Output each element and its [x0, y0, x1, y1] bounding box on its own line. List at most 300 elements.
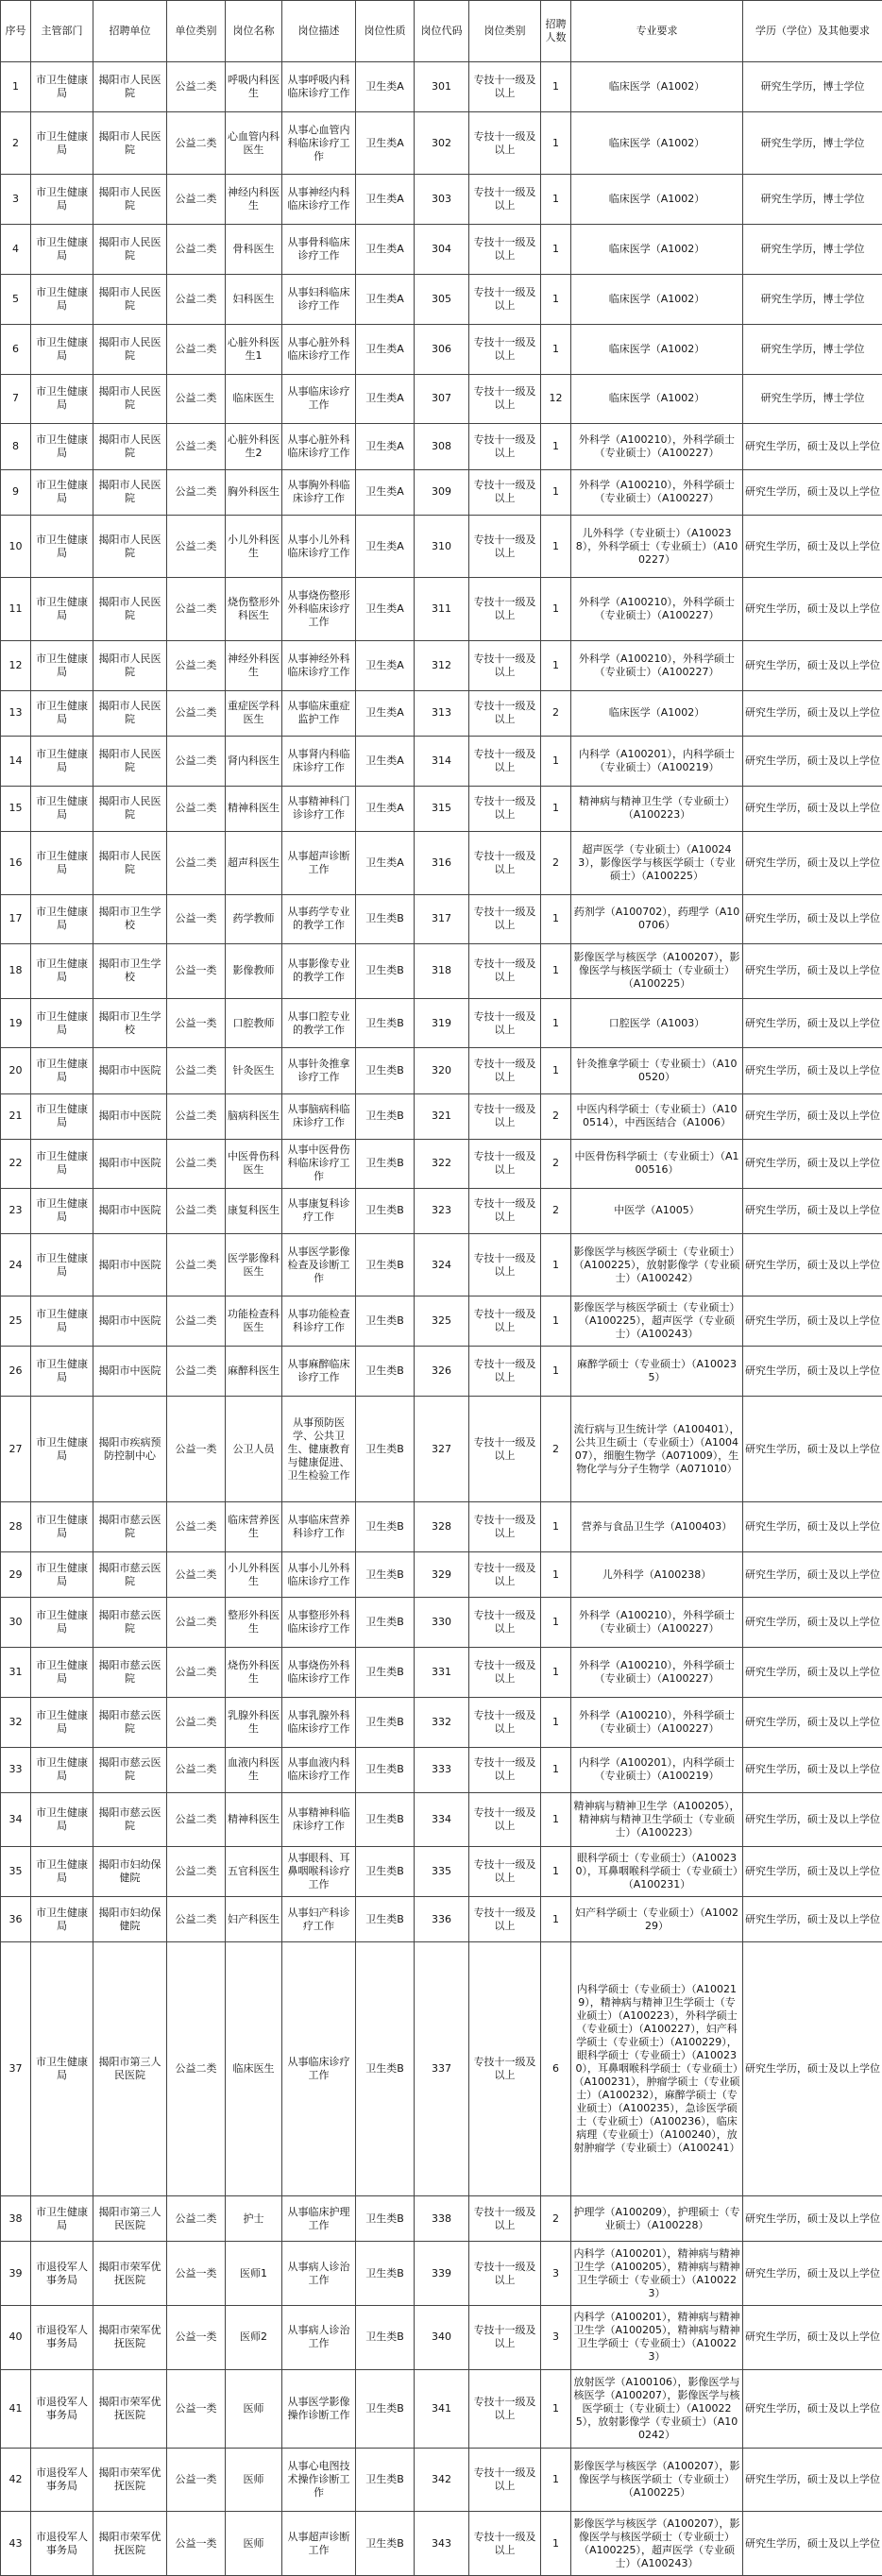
cell-no: 40	[1, 2305, 31, 2369]
cell-unit: 揭阳市人民医院	[93, 515, 167, 578]
cell-unit: 揭阳市人民医院	[93, 690, 167, 736]
cell-code: 315	[415, 786, 469, 831]
cell-unit: 揭阳市荣军优抚医院	[93, 2242, 167, 2306]
cell-no: 35	[1, 1847, 31, 1897]
cell-unit-type: 公益二类	[167, 1347, 226, 1397]
cell-post: 医师	[226, 2512, 282, 2576]
cell-no: 18	[1, 944, 31, 998]
cell-major: 影像医学与核医学（A100207），影像医学与核医学硕士（专业硕士）（A100225）	[571, 2449, 743, 2512]
cell-unit-type: 公益二类	[167, 175, 226, 225]
cell-category: 专技十一级及以上	[469, 1897, 541, 1942]
cell-edu: 研究生学历，博士学位	[743, 111, 882, 175]
cell-unit-type: 公益二类	[167, 1747, 226, 1792]
cell-code: 319	[415, 998, 469, 1048]
table-row	[1, 640, 882, 690]
cell-dept: 市卫生健康局	[31, 324, 93, 374]
cell-nature: 卫生类B	[356, 1847, 415, 1897]
cell-unit-type: 公益二类	[167, 1048, 226, 1093]
cell-category: 专技十一级及以上	[469, 786, 541, 831]
table-row	[1, 2369, 882, 2449]
cell-nature: 卫生类A	[356, 578, 415, 641]
cell-desc: 从事超声诊断工作	[282, 2512, 356, 2576]
table-row	[1, 1048, 882, 1093]
cell-desc: 从事小儿外科临床诊疗工作	[282, 1552, 356, 1598]
cell-desc: 从事医学影像操作诊断工作	[282, 2369, 356, 2449]
cell-no: 7	[1, 374, 31, 424]
cell-dept: 市卫生健康局	[31, 831, 93, 894]
cell-code: 314	[415, 736, 469, 786]
table-row	[1, 831, 882, 894]
cell-post: 医师1	[226, 2242, 282, 2306]
cell-edu: 研究生学历，硕士及以上学位	[743, 1598, 882, 1648]
cell-edu: 研究生学历，硕士及以上学位	[743, 1897, 882, 1942]
table-row	[1, 515, 882, 578]
cell-major: 内科学（A100201），精神病与精神卫生学（A100205），精神病与精神卫生学硕士（专业硕士）（A100223）	[571, 2242, 743, 2306]
cell-count: 1	[541, 225, 571, 275]
cell-post: 妇科医生	[226, 274, 282, 324]
cell-category: 专技十一级及以上	[469, 2195, 541, 2241]
cell-nature: 卫生类A	[356, 374, 415, 424]
cell-desc: 从事小儿外科临床诊疗工作	[282, 515, 356, 578]
cell-count: 2	[541, 1396, 571, 1501]
cell-code: 310	[415, 515, 469, 578]
cell-post: 妇产科医生	[226, 1897, 282, 1942]
cell-desc: 从事烧伤整形外科临床诊疗工作	[282, 578, 356, 641]
table-row	[1, 944, 882, 998]
cell-nature: 卫生类B	[356, 1296, 415, 1347]
cell-post: 乳腺外科医生	[226, 1697, 282, 1747]
cell-edu: 研究生学历，硕士及以上学位	[743, 2369, 882, 2449]
cell-desc: 从事临床护理工作	[282, 2195, 356, 2241]
cell-code: 309	[415, 469, 469, 515]
cell-category: 专技十一级及以上	[469, 515, 541, 578]
cell-category: 专技十一级及以上	[469, 1139, 541, 1188]
cell-category: 专技十一级及以上	[469, 469, 541, 515]
cell-major: 针灸推拿学硕士（专业硕士）（A100520）	[571, 1048, 743, 1093]
cell-edu: 研究生学历，硕士及以上学位	[743, 1847, 882, 1897]
cell-desc: 从事肾内科临床诊疗工作	[282, 736, 356, 786]
cell-desc: 从事药学专业的教学工作	[282, 894, 356, 944]
cell-category: 专技十一级及以上	[469, 1648, 541, 1698]
cell-unit: 揭阳市荣军优抚医院	[93, 2512, 167, 2576]
cell-major: 麻醉学硕士（专业硕士）（A100235）	[571, 1347, 743, 1397]
cell-unit: 揭阳市人民医院	[93, 786, 167, 831]
cell-edu: 研究生学历，博士学位	[743, 225, 882, 275]
cell-code: 338	[415, 2195, 469, 2241]
cell-nature: 卫生类A	[356, 175, 415, 225]
cell-major: 临床医学（A1002）	[571, 690, 743, 736]
cell-category: 专技十一级及以上	[469, 690, 541, 736]
cell-dept: 市卫生健康局	[31, 1552, 93, 1598]
cell-desc: 从事心脏外科临床诊疗工作	[282, 424, 356, 469]
table-row	[1, 1648, 882, 1698]
cell-post: 公卫人员	[226, 1396, 282, 1501]
cell-desc: 从事精神科临床诊疗工作	[282, 1792, 356, 1846]
cell-major: 临床医学（A1002）	[571, 111, 743, 175]
cell-post: 医师	[226, 2369, 282, 2449]
cell-code: 324	[415, 1233, 469, 1296]
cell-desc: 从事眼科、耳鼻咽喉科诊疗工作	[282, 1847, 356, 1897]
cell-no: 41	[1, 2369, 31, 2449]
cell-category: 专技十一级及以上	[469, 424, 541, 469]
table-row	[1, 2195, 882, 2241]
cell-post: 中医骨伤科医生	[226, 1139, 282, 1188]
cell-major: 临床医学（A1002）	[571, 324, 743, 374]
cell-major: 外科学（A100210），外科学硕士（专业硕士）（A100227）	[571, 578, 743, 641]
cell-post: 超声科医生	[226, 831, 282, 894]
cell-count: 12	[541, 374, 571, 424]
cell-category: 专技十一级及以上	[469, 225, 541, 275]
cell-dept: 市卫生健康局	[31, 1139, 93, 1188]
cell-major: 营养与食品卫生学（A100403）	[571, 1502, 743, 1552]
cell-nature: 卫生类B	[356, 1396, 415, 1501]
cell-desc: 从事心血管内科临床诊疗工作	[282, 111, 356, 175]
cell-major: 儿外科学（A100238）	[571, 1552, 743, 1598]
cell-desc: 从事临床重症监护工作	[282, 690, 356, 736]
cell-code: 335	[415, 1847, 469, 1897]
cell-count: 1	[541, 2369, 571, 2449]
cell-count: 1	[541, 1897, 571, 1942]
cell-major: 外科学（A100210），外科学硕士（专业硕士）（A100227）	[571, 1598, 743, 1648]
cell-category: 专技十一级及以上	[469, 274, 541, 324]
cell-dept: 市卫生健康局	[31, 998, 93, 1048]
cell-unit: 揭阳市卫生学校	[93, 998, 167, 1048]
cell-category: 专技十一级及以上	[469, 1347, 541, 1397]
cell-post: 心血管内科医生	[226, 111, 282, 175]
cell-category: 专技十一级及以上	[469, 1296, 541, 1347]
cell-unit: 揭阳市人民医院	[93, 640, 167, 690]
cell-no: 8	[1, 424, 31, 469]
cell-no: 4	[1, 225, 31, 275]
cell-nature: 卫生类B	[356, 2449, 415, 2512]
cell-post: 针灸医生	[226, 1048, 282, 1093]
cell-major: 精神病与精神卫生学（A100205），精神病与精神卫生学硕士（专业硕士）（A100223）	[571, 1792, 743, 1846]
cell-unit: 揭阳市人民医院	[93, 111, 167, 175]
cell-desc: 从事妇科临床诊疗工作	[282, 274, 356, 324]
cell-code: 341	[415, 2369, 469, 2449]
header-row	[1, 1, 882, 62]
col-header-major: 专业要求	[571, 1, 743, 62]
cell-post: 呼吸内科医生	[226, 62, 282, 112]
cell-nature: 卫生类B	[356, 1048, 415, 1093]
cell-desc: 从事心脏外科临床诊疗工作	[282, 324, 356, 374]
cell-no: 38	[1, 2195, 31, 2241]
cell-no: 30	[1, 1598, 31, 1648]
cell-major: 影像医学与核医学硕士（专业硕士）（A100225），超声医学（专业硕士）（A100243）	[571, 1296, 743, 1347]
cell-post: 医学影像科医生	[226, 1233, 282, 1296]
table-row	[1, 274, 882, 324]
cell-edu: 研究生学历，硕士及以上学位	[743, 1396, 882, 1501]
table-row	[1, 2449, 882, 2512]
cell-unit: 揭阳市荣军优抚医院	[93, 2305, 167, 2369]
cell-unit-type: 公益二类	[167, 1552, 226, 1598]
cell-edu: 研究生学历，硕士及以上学位	[743, 1296, 882, 1347]
cell-unit-type: 公益一类	[167, 2242, 226, 2306]
cell-count: 1	[541, 786, 571, 831]
cell-nature: 卫生类B	[356, 2369, 415, 2449]
cell-nature: 卫生类B	[356, 1648, 415, 1698]
cell-edu: 研究生学历，硕士及以上学位	[743, 2449, 882, 2512]
cell-edu: 研究生学历，硕士及以上学位	[743, 1502, 882, 1552]
cell-nature: 卫生类B	[356, 1139, 415, 1188]
col-header-category: 岗位类别	[469, 1, 541, 62]
cell-unit-type: 公益二类	[167, 324, 226, 374]
col-header-code: 岗位代码	[415, 1, 469, 62]
cell-edu: 研究生学历，硕士及以上学位	[743, 2512, 882, 2576]
table-row	[1, 424, 882, 469]
table-row	[1, 1502, 882, 1552]
cell-dept: 市卫生健康局	[31, 225, 93, 275]
cell-category: 专技十一级及以上	[469, 1598, 541, 1648]
cell-category: 专技十一级及以上	[469, 2512, 541, 2576]
cell-code: 304	[415, 225, 469, 275]
cell-major: 临床医学（A1002）	[571, 175, 743, 225]
cell-count: 1	[541, 640, 571, 690]
cell-no: 34	[1, 1792, 31, 1846]
cell-no: 13	[1, 690, 31, 736]
table-row	[1, 1188, 882, 1233]
cell-post: 小儿外科医生	[226, 1552, 282, 1598]
cell-unit-type: 公益二类	[167, 225, 226, 275]
cell-post: 口腔教师	[226, 998, 282, 1048]
cell-edu: 研究生学历，硕士及以上学位	[743, 2195, 882, 2241]
cell-count: 2	[541, 2195, 571, 2241]
cell-unit-type: 公益二类	[167, 424, 226, 469]
cell-category: 专技十一级及以上	[469, 998, 541, 1048]
cell-dept: 市卫生健康局	[31, 1847, 93, 1897]
cell-major: 护理学（A100209），护理硕士（专业硕士）（A100228）	[571, 2195, 743, 2241]
cell-count: 6	[541, 1942, 571, 2196]
table-row	[1, 998, 882, 1048]
cell-nature: 卫生类A	[356, 690, 415, 736]
cell-category: 专技十一级及以上	[469, 2369, 541, 2449]
cell-edu: 研究生学历，硕士及以上学位	[743, 736, 882, 786]
cell-code: 331	[415, 1648, 469, 1698]
cell-code: 305	[415, 274, 469, 324]
cell-unit-type: 公益一类	[167, 894, 226, 944]
cell-category: 专技十一级及以上	[469, 1792, 541, 1846]
cell-nature: 卫生类A	[356, 736, 415, 786]
cell-count: 2	[541, 690, 571, 736]
cell-category: 专技十一级及以上	[469, 1942, 541, 2196]
cell-unit-type: 公益二类	[167, 1139, 226, 1188]
cell-post: 重症医学科医生	[226, 690, 282, 736]
cell-post: 医师	[226, 2449, 282, 2512]
cell-major: 临床医学（A1002）	[571, 374, 743, 424]
cell-count: 1	[541, 62, 571, 112]
cell-unit-type: 公益一类	[167, 2512, 226, 2576]
table-row	[1, 894, 882, 944]
table-row	[1, 111, 882, 175]
cell-edu: 研究生学历，硕士及以上学位	[743, 2305, 882, 2369]
cell-nature: 卫生类B	[356, 2242, 415, 2306]
cell-unit-type: 公益二类	[167, 374, 226, 424]
cell-count: 1	[541, 1502, 571, 1552]
cell-desc: 从事影像专业的教学工作	[282, 944, 356, 998]
cell-category: 专技十一级及以上	[469, 736, 541, 786]
table-row	[1, 1233, 882, 1296]
cell-dept: 市卫生健康局	[31, 1188, 93, 1233]
cell-desc: 从事麻醉临床诊疗工作	[282, 1347, 356, 1397]
col-header-no: 序号	[1, 1, 31, 62]
cell-dept: 市卫生健康局	[31, 1093, 93, 1139]
cell-category: 专技十一级及以上	[469, 1552, 541, 1598]
cell-dept: 市卫生健康局	[31, 1502, 93, 1552]
cell-unit-type: 公益二类	[167, 786, 226, 831]
cell-edu: 研究生学历，硕士及以上学位	[743, 469, 882, 515]
cell-category: 专技十一级及以上	[469, 2449, 541, 2512]
table-row	[1, 1942, 882, 2196]
cell-unit: 揭阳市第三人民医院	[93, 1942, 167, 2196]
cell-unit-type: 公益二类	[167, 111, 226, 175]
cell-category: 专技十一级及以上	[469, 894, 541, 944]
cell-unit: 揭阳市人民医院	[93, 424, 167, 469]
col-header-unit: 招聘单位	[93, 1, 167, 62]
cell-category: 专技十一级及以上	[469, 1396, 541, 1501]
cell-desc: 从事妇产科诊疗工作	[282, 1897, 356, 1942]
cell-desc: 从事血液内科临床诊疗工作	[282, 1747, 356, 1792]
cell-code: 312	[415, 640, 469, 690]
cell-code: 322	[415, 1139, 469, 1188]
cell-no: 2	[1, 111, 31, 175]
cell-post: 功能检查科医生	[226, 1296, 282, 1347]
cell-nature: 卫生类A	[356, 225, 415, 275]
table-row	[1, 62, 882, 112]
cell-count: 2	[541, 1093, 571, 1139]
cell-unit-type: 公益二类	[167, 1296, 226, 1347]
cell-nature: 卫生类A	[356, 424, 415, 469]
cell-count: 1	[541, 111, 571, 175]
cell-unit-type: 公益二类	[167, 2195, 226, 2241]
cell-unit-type: 公益一类	[167, 998, 226, 1048]
cell-unit: 揭阳市疾病预防控制中心	[93, 1396, 167, 1501]
cell-count: 1	[541, 944, 571, 998]
cell-code: 330	[415, 1598, 469, 1648]
table-row	[1, 578, 882, 641]
table-row	[1, 175, 882, 225]
cell-dept: 市卫生健康局	[31, 736, 93, 786]
cell-unit-type: 公益二类	[167, 515, 226, 578]
cell-edu: 研究生学历，博士学位	[743, 62, 882, 112]
cell-nature: 卫生类B	[356, 998, 415, 1048]
cell-post: 骨科医生	[226, 225, 282, 275]
table-row	[1, 324, 882, 374]
table-row	[1, 1897, 882, 1942]
cell-post: 胸外科医生	[226, 469, 282, 515]
cell-no: 27	[1, 1396, 31, 1501]
cell-no: 15	[1, 786, 31, 831]
col-header-dept: 主管部门	[31, 1, 93, 62]
cell-dept: 市卫生健康局	[31, 515, 93, 578]
cell-major: 内科学硕士（专业硕士）（A100219），精神病与精神卫生学硕士（专业硕士）（A100223），外科学硕士（专业硕士）（A100227），妇产科学硕士（专业硕士）（A100229），眼科学硕士（专业硕士）（A100230），耳鼻咽喉科学硕士（专业硕士）（A100231），肿瘤学硕士（专业硕士）（A100232），麻醉学硕士（专业硕士）（A100235），急诊医学硕士（专业硕士）（A100236），临床病理（专业硕士）（A100240），放射肿瘤学（专业硕士）（A100241）	[571, 1942, 743, 2196]
cell-code: 336	[415, 1897, 469, 1942]
cell-unit: 揭阳市人民医院	[93, 469, 167, 515]
cell-nature: 卫生类A	[356, 324, 415, 374]
cell-count: 1	[541, 424, 571, 469]
cell-post: 麻醉科医生	[226, 1347, 282, 1397]
cell-category: 专技十一级及以上	[469, 2242, 541, 2306]
cell-major: 内科学（A100201），精神病与精神卫生学（A100205），精神病与精神卫生学硕士（专业硕士）（A100223）	[571, 2305, 743, 2369]
table-row	[1, 1552, 882, 1598]
cell-no: 3	[1, 175, 31, 225]
cell-post: 肾内科医生	[226, 736, 282, 786]
col-header-desc: 岗位描述	[282, 1, 356, 62]
cell-post: 整形外科医生	[226, 1598, 282, 1648]
cell-unit: 揭阳市卫生学校	[93, 944, 167, 998]
cell-count: 1	[541, 736, 571, 786]
cell-code: 327	[415, 1396, 469, 1501]
cell-major: 超声医学（专业硕士）（A100243），影像医学与核医学硕士（专业硕士）（A100225）	[571, 831, 743, 894]
table-row	[1, 374, 882, 424]
cell-no: 24	[1, 1233, 31, 1296]
cell-no: 39	[1, 2242, 31, 2306]
cell-no: 36	[1, 1897, 31, 1942]
cell-unit: 揭阳市中医院	[93, 1188, 167, 1233]
cell-edu: 研究生学历，硕士及以上学位	[743, 1093, 882, 1139]
cell-code: 334	[415, 1792, 469, 1846]
cell-category: 专技十一级及以上	[469, 831, 541, 894]
cell-category: 专技十一级及以上	[469, 1093, 541, 1139]
cell-desc: 从事精神科门诊诊疗工作	[282, 786, 356, 831]
cell-nature: 卫生类B	[356, 1747, 415, 1792]
cell-dept: 市卫生健康局	[31, 1897, 93, 1942]
cell-dept: 市卫生健康局	[31, 374, 93, 424]
cell-major: 放射医学（A100106），影像医学与核医学（A100207），影像医学与核医学硕士（专业硕士）（A100225），放射影像学（专业硕士）（A100242）	[571, 2369, 743, 2449]
cell-major: 中医内科学硕士（专业硕士）（A100514），中西医结合（A1006）	[571, 1093, 743, 1139]
cell-unit: 揭阳市中医院	[93, 1139, 167, 1188]
cell-code: 316	[415, 831, 469, 894]
cell-unit: 揭阳市人民医院	[93, 274, 167, 324]
cell-post: 临床医生	[226, 1942, 282, 2196]
cell-dept: 市卫生健康局	[31, 175, 93, 225]
cell-dept: 市退役军人事务局	[31, 2242, 93, 2306]
cell-post: 烧伤外科医生	[226, 1648, 282, 1698]
cell-nature: 卫生类A	[356, 786, 415, 831]
cell-dept: 市卫生健康局	[31, 2195, 93, 2241]
cell-code: 339	[415, 2242, 469, 2306]
cell-edu: 研究生学历，硕士及以上学位	[743, 1233, 882, 1296]
cell-unit: 揭阳市人民医院	[93, 175, 167, 225]
cell-dept: 市卫生健康局	[31, 424, 93, 469]
cell-unit: 揭阳市荣军优抚医院	[93, 2449, 167, 2512]
cell-dept: 市卫生健康局	[31, 1942, 93, 2196]
cell-no: 25	[1, 1296, 31, 1347]
cell-dept: 市卫生健康局	[31, 1233, 93, 1296]
cell-unit-type: 公益一类	[167, 1396, 226, 1501]
cell-unit-type: 公益二类	[167, 831, 226, 894]
cell-unit-type: 公益二类	[167, 1847, 226, 1897]
cell-nature: 卫生类B	[356, 1897, 415, 1942]
cell-no: 26	[1, 1347, 31, 1397]
cell-category: 专技十一级及以上	[469, 1502, 541, 1552]
cell-dept: 市卫生健康局	[31, 894, 93, 944]
cell-edu: 研究生学历，博士学位	[743, 175, 882, 225]
cell-nature: 卫生类B	[356, 2305, 415, 2369]
cell-no: 11	[1, 578, 31, 641]
cell-major: 妇产科学硕士（专业硕士）（A100229）	[571, 1897, 743, 1942]
cell-unit: 揭阳市慈云医院	[93, 1747, 167, 1792]
cell-code: 321	[415, 1093, 469, 1139]
cell-desc: 从事病人诊治工作	[282, 2242, 356, 2306]
cell-major: 临床医学（A1002）	[571, 62, 743, 112]
cell-edu: 研究生学历，博士学位	[743, 324, 882, 374]
cell-unit-type: 公益二类	[167, 1792, 226, 1846]
cell-count: 2	[541, 831, 571, 894]
cell-desc: 从事临床营养科诊疗工作	[282, 1502, 356, 1552]
col-header-nature: 岗位性质	[356, 1, 415, 62]
cell-major: 药剂学（A100702），药理学（A100706）	[571, 894, 743, 944]
cell-post: 临床医生	[226, 374, 282, 424]
